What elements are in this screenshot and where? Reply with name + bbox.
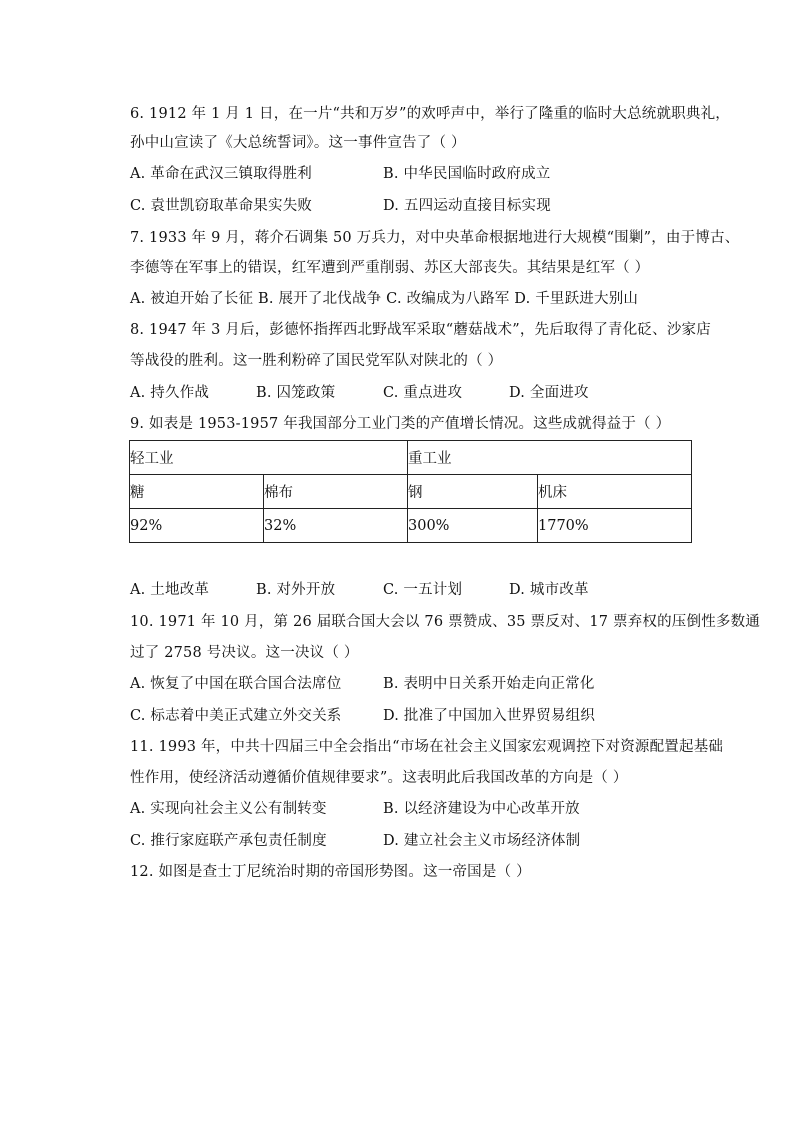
question-9-option-a: A. 土地改革 xyxy=(130,582,210,598)
table-cell-item: 棉布 xyxy=(264,475,408,509)
question-8-option-b: B. 囚笼政策 xyxy=(256,385,336,401)
table-header-light-industry: 轻工业 xyxy=(130,441,408,475)
question-10-option-a: A. 恢复了中国在联合国合法席位 xyxy=(130,676,342,692)
question-9-stem: 9. 如表是 1953-1957 年我国部分工业门类的产值增长情况。这些成就得益于（ ） xyxy=(130,416,671,432)
question-8-option-d: D. 全面进攻 xyxy=(509,385,589,401)
question-8-stem-line-1: 8. 1947 年 3 月后，彭德怀指挥西北野战军采取“蘑菇战术”，先后取得了青化砭、沙家店 xyxy=(130,322,711,338)
table-cell-value: 300% xyxy=(408,509,538,543)
question-11-stem-line-2: 性作用，使经济活动遵循价值规律要求”。这表明此后我国改革的方向是（ ） xyxy=(130,770,628,786)
question-6-option-b: B. 中华民国临时政府成立 xyxy=(383,166,551,182)
table-row xyxy=(130,509,692,543)
table-cell-value: 92% xyxy=(130,509,264,543)
table-cell-value: 32% xyxy=(264,509,408,543)
question-9-option-b: B. 对外开放 xyxy=(256,582,336,598)
question-10-stem-line-2: 过了 2758 号决议。这一决议（ ） xyxy=(130,645,359,661)
question-11-option-b: B. 以经济建设为中心改革开放 xyxy=(383,801,580,817)
table-row xyxy=(130,441,692,475)
industry-growth-table xyxy=(129,440,692,543)
question-6-stem-line-1: 6. 1912 年 1 月 1 日，在一片“共和万岁”的欢呼声中，举行了隆重的临时大总统就职典礼， xyxy=(130,106,730,122)
table-cell-item: 糖 xyxy=(130,475,264,509)
table-cell-item: 钢 xyxy=(408,475,538,509)
question-6-option-a: A. 革命在武汉三镇取得胜利 xyxy=(130,166,312,182)
question-7-stem-line-1: 7. 1933 年 9 月，蒋介石调集 50 万兵力，对中央革命根据地进行大规模“围剿”，由于博古、 xyxy=(130,230,740,246)
table-header-heavy-industry: 重工业 xyxy=(408,441,692,475)
question-9-option-d: D. 城市改革 xyxy=(509,582,589,598)
question-10-option-b: B. 表明中日关系开始走向正常化 xyxy=(383,676,595,692)
question-11-stem-line-1: 11. 1993 年，中共十四届三中全会指出“市场在社会主义国家宏观调控下对资源配置起基础 xyxy=(130,739,724,755)
question-11-option-d: D. 建立社会主义市场经济体制 xyxy=(383,833,581,849)
question-10-option-d: D. 批准了中国加入世界贸易组织 xyxy=(383,708,596,724)
question-8-option-a: A. 持久作战 xyxy=(130,385,210,401)
table-row xyxy=(130,475,692,509)
question-11-option-a: A. 实现向社会主义公有制转变 xyxy=(130,801,327,817)
table-cell-item: 机床 xyxy=(538,475,692,509)
question-8-stem-line-2: 等战役的胜利。这一胜利粉碎了国民党军队对陕北的（ ） xyxy=(130,353,503,369)
question-12-stem: 12. 如图是查士丁尼统治时期的帝国形势图。这一帝国是（ ） xyxy=(130,864,531,880)
question-8-option-c: C. 重点进攻 xyxy=(383,385,463,401)
table-cell-value: 1770% xyxy=(538,509,692,543)
question-11-option-c: C. 推行家庭联产承包责任制度 xyxy=(130,833,327,849)
question-10-stem-line-1: 10. 1971 年 10 月，第 26 届联合国大会以 76 票赞成、35 票反对、17 票弃权的压倒性多数通 xyxy=(130,614,761,630)
question-10-option-c: C. 标志着中美正式建立外交关系 xyxy=(130,708,342,724)
question-6-option-d: D. 五四运动直接目标实现 xyxy=(383,198,551,214)
question-7-options: A. 被迫开始了长征 B. 展开了北伐战争 C. 改编成为八路军 D. 千里跃进大别山 xyxy=(130,291,639,307)
question-7-stem-line-2: 李德等在军事上的错误，红军遭到严重削弱、苏区大部丧失。其结果是红军（ ） xyxy=(130,260,650,276)
question-6-stem-line-2: 孙中山宣读了《大总统誓词》。这一事件宣告了（ ） xyxy=(130,135,466,151)
question-6-option-c: C. 袁世凯窃取革命果实失败 xyxy=(130,198,313,214)
question-9-option-c: C. 一五计划 xyxy=(383,582,463,598)
